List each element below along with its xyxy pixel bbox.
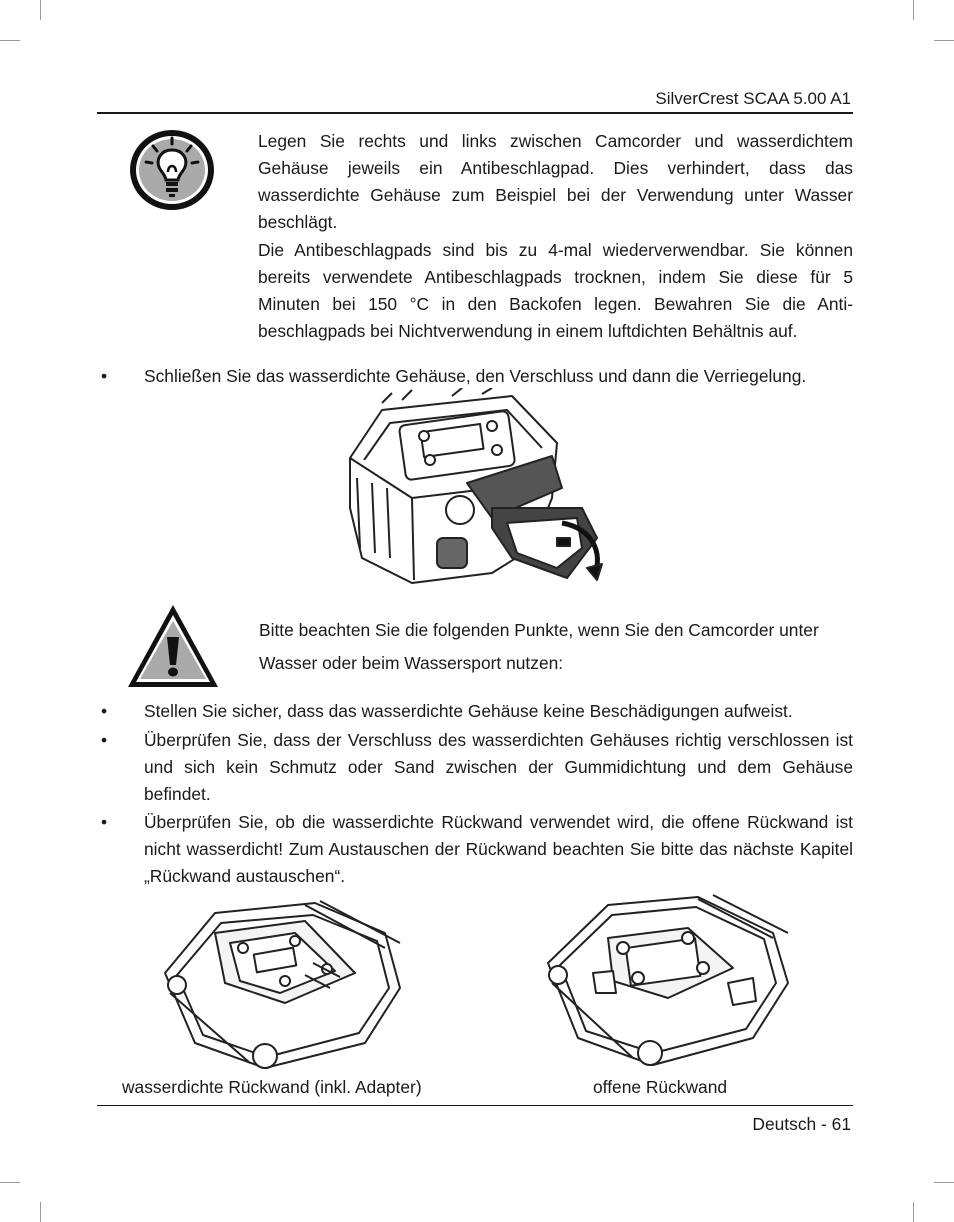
list-item-text: Stellen Sie sicher, dass das wasserdichte Gehäuse keine Beschädigungen aufweist. [144, 701, 793, 721]
lightbulb-icon [128, 128, 216, 212]
crop-mark [0, 1182, 20, 1183]
crop-mark [934, 1182, 954, 1183]
waterproof-backdoor-illustration [155, 893, 410, 1073]
warning-text-line-2: Wasser oder beim Wassersport nutzen: [259, 653, 564, 673]
warning-text-line-1: Bitte beachten Sie die folgenden Punkte, wenn Sie den Camcorder unter [259, 620, 819, 640]
list-item-text: Überprüfen Sie, dass der Verschluss des wasserdichten Gehäuses richtig verschlossen ist und sich kein Schmutz oder Sand zwischen der Gummidichtung und dem Gehäuse befindet. [144, 730, 853, 804]
page-number: Deutsch - 61 [752, 1114, 851, 1134]
warning-triangle-icon [126, 603, 220, 689]
list-item-text: Schließen Sie das wasserdichte Gehäuse, den Verschluss und dann die Verriegelung. [144, 366, 807, 386]
open-backdoor-illustration [538, 893, 793, 1073]
page-header-title: SilverCrest SCAA 5.00 A1 [655, 89, 851, 108]
housing-closing-illustration [342, 388, 612, 588]
figure-caption-waterproof: wasserdichte Rückwand (inkl. Adapter) [122, 1077, 422, 1097]
tip-paragraph-1: Legen Sie rechts und links zwischen Camcorder und wasserdichtem Gehäuse jeweils ein Antibeschlagpad. Dies verhindert, dass das wasserdichte Gehäuse zum Beispiel bei der Verwendung unter Wasser beschlägt. [258, 131, 853, 232]
crop-mark [913, 1202, 914, 1222]
figure-caption-open: offene Rückwand [593, 1077, 728, 1097]
list-item [97, 363, 853, 390]
crop-mark [913, 0, 914, 20]
crop-mark [40, 1202, 41, 1222]
crop-mark [934, 40, 954, 41]
list-item [97, 809, 853, 890]
header-rule [97, 112, 853, 114]
bullet-icon: • [101, 730, 108, 750]
bullet-icon: • [101, 701, 108, 721]
list-item-text: Überprüfen Sie, ob die wasserdichte Rückwand verwendet wird, die offene Rückwand ist nicht wasserdicht! Zum Austauschen der Rückwand beachten Sie bitte das nächste Kapitel „Rückwand austauschen“. [144, 812, 853, 886]
list-item [97, 727, 853, 808]
tip-paragraph-2: Die Antibeschlagpads sind bis zu 4-mal wiederverwendbar. Sie können bereits verwendete Antibeschlagpads trocknen, indem Sie diese für 5 Minuten bei 150 °C in den Backofen legen. Bewahren Sie die Anti-beschlagpads bei Nichtverwendung in einem luftdichten Behältnis auf. [258, 240, 853, 341]
bullet-icon: • [101, 812, 108, 832]
crop-mark [40, 0, 41, 20]
list-item [97, 698, 853, 725]
footer-rule [97, 1105, 853, 1106]
bullet-icon: • [101, 366, 108, 386]
crop-mark [0, 40, 20, 41]
